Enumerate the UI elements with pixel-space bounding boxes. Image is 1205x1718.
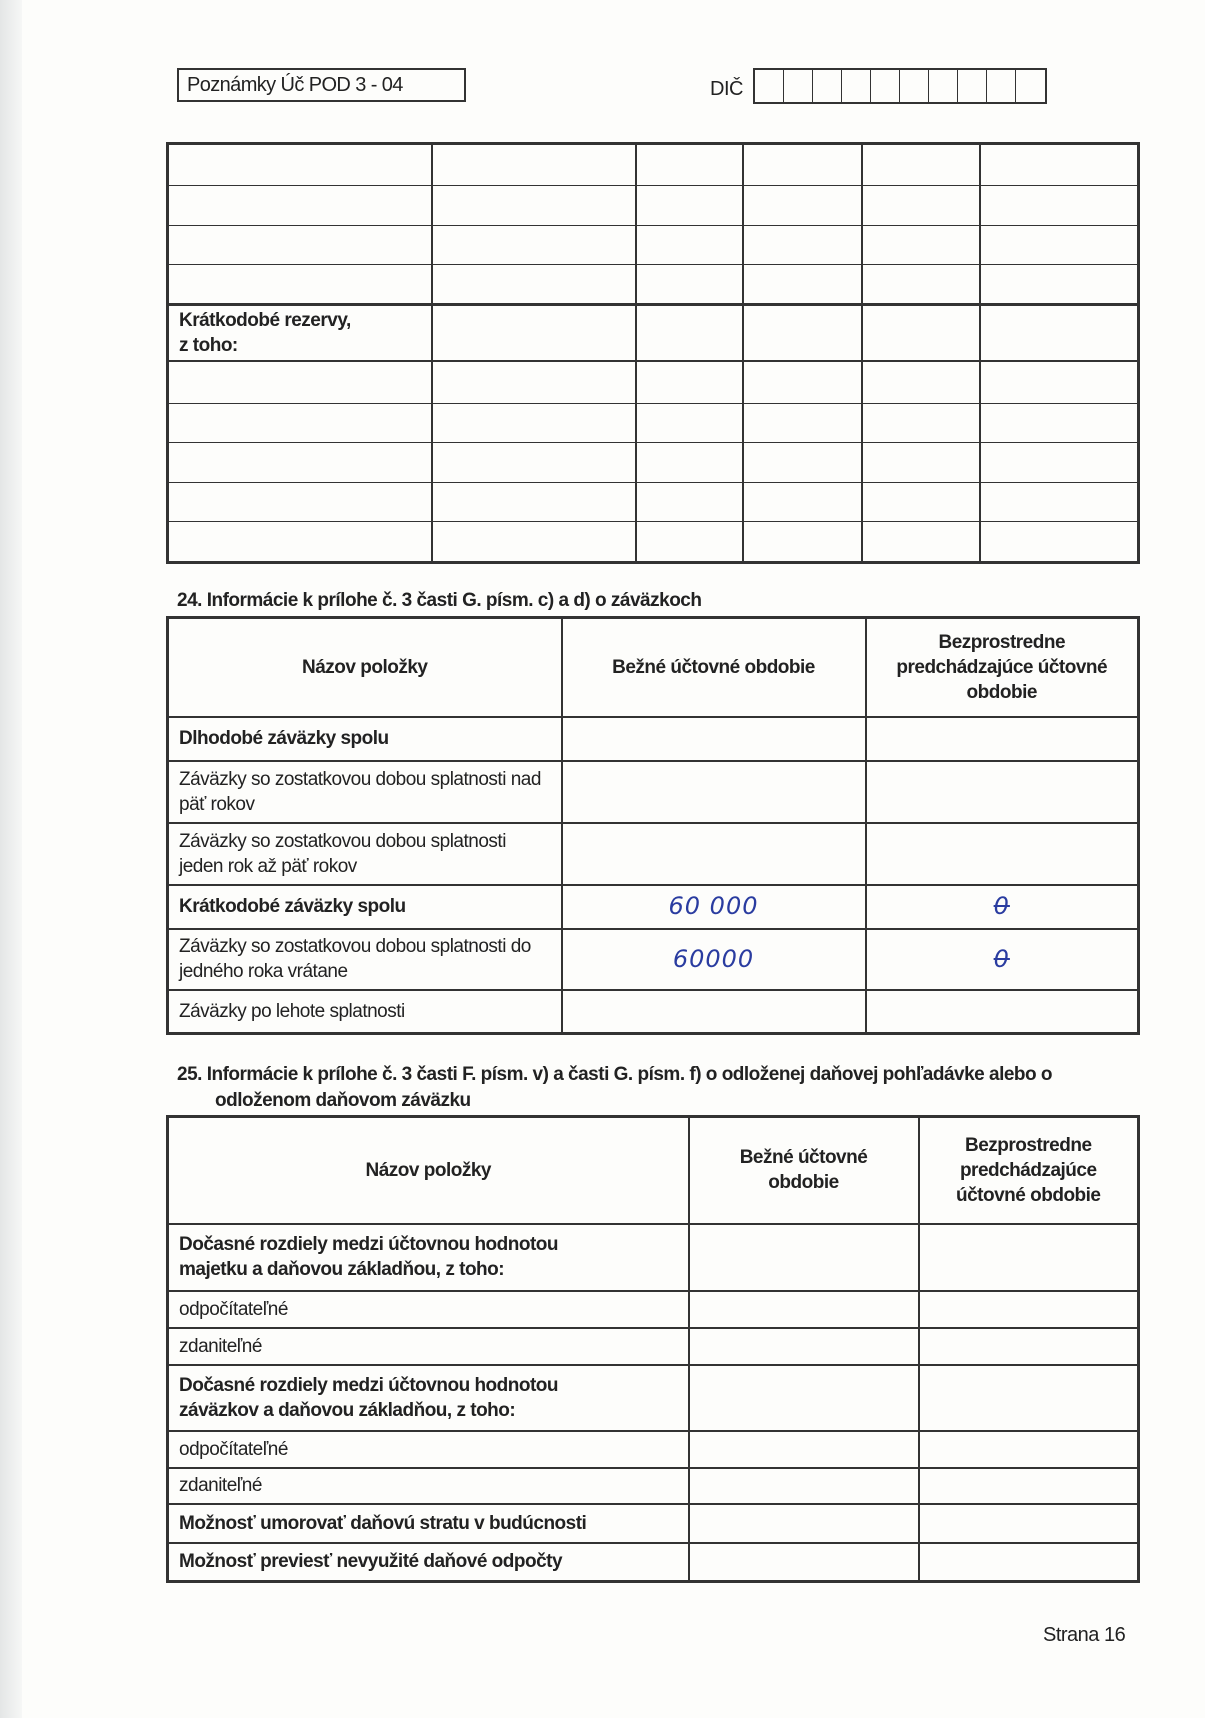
table-row <box>168 1365 1139 1431</box>
table-cell <box>862 403 980 442</box>
table-row <box>168 1468 1139 1504</box>
dic-digit-box[interactable] <box>813 70 842 102</box>
row-label: Krátkodobé záväzky spolu <box>168 885 562 929</box>
table-cell <box>432 482 636 521</box>
table-cell <box>980 226 1139 265</box>
table-row <box>168 521 1139 562</box>
table-cell <box>980 403 1139 442</box>
column-header-current-period: Bežné účtovné obdobie <box>562 618 866 717</box>
table-cell <box>862 482 980 521</box>
table-cell <box>636 186 743 226</box>
table-cell <box>980 521 1139 562</box>
row-label: Záväzky so zostatkovou dobou splatnosti do jedného roka vrátane <box>168 929 562 990</box>
row-label: Dlhodobé záväzky spolu <box>168 717 562 761</box>
current-period-value: 60000 <box>562 929 866 990</box>
previous-period-value <box>919 1468 1139 1504</box>
label-line: z toho: <box>179 335 238 356</box>
table-cell <box>743 521 862 562</box>
table-cell <box>862 305 980 362</box>
column-header-item-name: Názov položky <box>168 618 562 717</box>
table-cell <box>432 361 636 403</box>
table-row <box>168 361 1139 403</box>
table-cell <box>168 186 432 226</box>
table-cell <box>862 265 980 305</box>
table-cell <box>980 442 1139 482</box>
column-header-previous-period: Bezprostredne predchádzajúce účtovné obdobie <box>866 618 1139 717</box>
table-cell <box>636 226 743 265</box>
table-cell <box>862 442 980 482</box>
table-cell <box>862 521 980 562</box>
dic-digit-box[interactable] <box>987 70 1016 102</box>
dic-digit-box[interactable] <box>900 70 929 102</box>
table-cell <box>636 144 743 186</box>
table-cell <box>743 144 862 186</box>
table-cell <box>432 226 636 265</box>
reserves-table <box>166 142 1140 564</box>
table-cell <box>743 186 862 226</box>
table-cell <box>432 144 636 186</box>
table-row <box>168 265 1139 305</box>
previous-period-value <box>919 1543 1139 1582</box>
table-row <box>168 226 1139 265</box>
section-25-heading-line1: 25. Informácie k prílohe č. 3 časti F. písm. v) a časti G. písm. f) o odloženej daňovej pohľadávke alebo o <box>177 1064 1053 1085</box>
table-row <box>168 144 1139 186</box>
table-cell <box>980 265 1139 305</box>
current-period-value <box>689 1365 919 1431</box>
row-label: Dočasné rozdiely medzi účtovnou hodnotou záväzkov a daňovou základňou, z toho: <box>168 1365 689 1431</box>
deferred-tax-table <box>166 1115 1140 1583</box>
table-cell <box>980 144 1139 186</box>
table-cell <box>636 265 743 305</box>
table-cell <box>636 403 743 442</box>
current-period-value <box>689 1291 919 1328</box>
current-period-value <box>562 717 866 761</box>
previous-period-value: 0 <box>866 885 1139 929</box>
dic-digit-box[interactable] <box>958 70 987 102</box>
dic-digit-box[interactable] <box>842 70 871 102</box>
table-cell <box>743 403 862 442</box>
row-label: Možnosť previesť nevyužité daňové odpočty <box>168 1543 689 1582</box>
table-cell <box>862 144 980 186</box>
current-period-value <box>689 1468 919 1504</box>
current-period-value <box>562 761 866 823</box>
previous-period-value <box>866 823 1139 885</box>
table-cell <box>980 361 1139 403</box>
previous-period-value <box>866 990 1139 1034</box>
table-row <box>168 885 1139 929</box>
table-row <box>168 929 1139 990</box>
current-period-value <box>689 1543 919 1582</box>
table-row <box>168 186 1139 226</box>
table-cell <box>743 361 862 403</box>
previous-period-value <box>919 1328 1139 1365</box>
previous-period-value <box>919 1224 1139 1291</box>
table-row <box>168 990 1139 1034</box>
table-row <box>168 717 1139 761</box>
liabilities-table <box>166 616 1140 1035</box>
table-cell <box>168 144 432 186</box>
table-row <box>168 1431 1139 1468</box>
row-label: Záväzky so zostatkovou dobou splatnosti jeden rok až päť rokov <box>168 823 562 885</box>
scan-edge <box>0 0 22 1718</box>
row-label: zdaniteľné <box>168 1468 689 1504</box>
dic-digit-box[interactable] <box>871 70 900 102</box>
table-row <box>168 1224 1139 1291</box>
current-period-value <box>689 1431 919 1468</box>
current-period-value <box>689 1328 919 1365</box>
current-period-value: 60 000 <box>562 885 866 929</box>
table-cell <box>636 521 743 562</box>
dic-input-boxes[interactable] <box>753 68 1047 104</box>
section-25-heading-line2: odloženom daňovom záväzku <box>215 1090 471 1111</box>
dic-label: DIČ <box>710 78 743 100</box>
previous-period-value <box>919 1365 1139 1431</box>
column-header-current-period: Bežné účtovné obdobie <box>689 1117 919 1224</box>
previous-period-value <box>919 1291 1139 1328</box>
column-header-previous-period: Bezprostredne predchádzajúce účtovné obdobie <box>919 1117 1139 1224</box>
table-cell <box>168 482 432 521</box>
previous-period-value <box>919 1504 1139 1543</box>
previous-period-value <box>866 761 1139 823</box>
table-row <box>168 1543 1139 1582</box>
table-cell <box>168 521 432 562</box>
table-row <box>168 1291 1139 1328</box>
table-cell <box>432 521 636 562</box>
table-cell <box>743 482 862 521</box>
table-cell <box>168 361 432 403</box>
table-row <box>168 482 1139 521</box>
table-cell <box>743 226 862 265</box>
previous-period-value <box>919 1431 1139 1468</box>
current-period-value <box>689 1224 919 1291</box>
previous-period-value: 0 <box>866 929 1139 990</box>
table-cell <box>432 186 636 226</box>
table-cell <box>432 442 636 482</box>
dic-digit-box[interactable] <box>929 70 958 102</box>
table-row <box>168 1504 1139 1543</box>
table-cell <box>168 265 432 305</box>
row-label: zdaniteľné <box>168 1328 689 1365</box>
row-label: odpočítateľné <box>168 1291 689 1328</box>
table-cell <box>636 361 743 403</box>
table-cell <box>636 305 743 362</box>
table-cell <box>743 305 862 362</box>
column-header-item-name: Názov položky <box>168 1117 689 1224</box>
table-cell <box>168 442 432 482</box>
page-number: Strana 16 <box>1043 1624 1126 1646</box>
row-label: Záväzky so zostatkovou dobou splatnosti nad päť rokov <box>168 761 562 823</box>
table-row <box>168 1328 1139 1365</box>
row-label-short-term-reserves <box>168 305 432 362</box>
row-label: Záväzky po lehote splatnosti <box>168 990 562 1034</box>
table-row <box>168 442 1139 482</box>
previous-period-value <box>866 717 1139 761</box>
table-cell <box>862 186 980 226</box>
table-cell <box>432 305 636 362</box>
table-cell <box>636 482 743 521</box>
row-label: Dočasné rozdiely medzi účtovnou hodnotou majetku a daňovou základňou, z toho: <box>168 1224 689 1291</box>
table-cell <box>168 403 432 442</box>
row-label: Možnosť umorovať daňovú stratu v budúcnosti <box>168 1504 689 1543</box>
current-period-value <box>689 1504 919 1543</box>
table-cell <box>862 226 980 265</box>
table-row <box>168 305 1139 362</box>
table-cell <box>862 361 980 403</box>
table-cell <box>432 265 636 305</box>
table-cell <box>743 442 862 482</box>
table-cell <box>980 482 1139 521</box>
table-row <box>168 823 1139 885</box>
form-code: Poznámky Úč POD 3 - 04 <box>187 74 403 96</box>
table-cell <box>980 186 1139 226</box>
row-label: odpočítateľné <box>168 1431 689 1468</box>
table-cell <box>743 265 862 305</box>
dic-digit-box[interactable] <box>755 70 784 102</box>
dic-digit-box[interactable] <box>784 70 813 102</box>
label-line: Krátkodobé rezervy, <box>179 310 351 331</box>
current-period-value <box>562 990 866 1034</box>
table-cell <box>980 305 1139 362</box>
dic-digit-box[interactable] <box>1016 70 1045 102</box>
table-row <box>168 403 1139 442</box>
table-cell <box>168 226 432 265</box>
table-row <box>168 761 1139 823</box>
current-period-value <box>562 823 866 885</box>
form-code-box <box>177 68 466 102</box>
table-cell <box>432 403 636 442</box>
table-cell <box>636 442 743 482</box>
section-24-heading: 24. Informácie k prílohe č. 3 časti G. písm. c) a d) o záväzkoch <box>177 590 702 611</box>
